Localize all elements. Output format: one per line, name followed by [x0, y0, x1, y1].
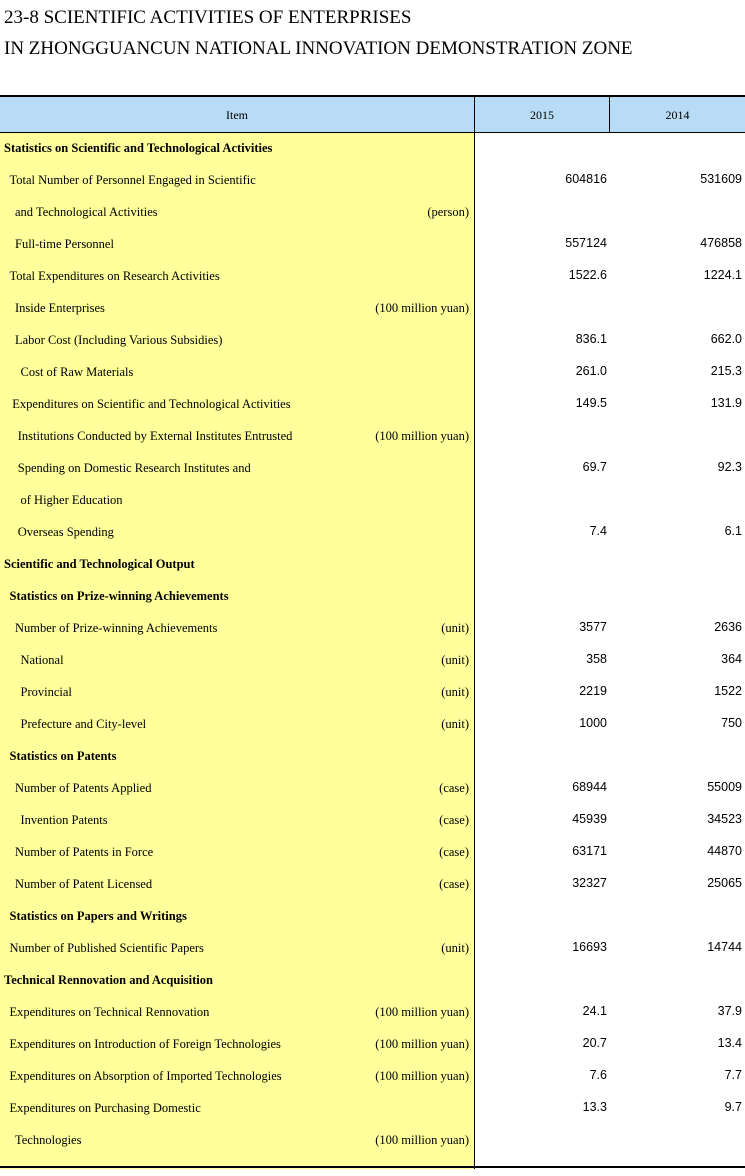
- row-unit: (100 million yuan): [375, 429, 469, 443]
- table-bottom-rule: [0, 1166, 745, 1168]
- value-2014: 25065: [707, 876, 742, 890]
- value-2014: 750: [721, 716, 742, 730]
- table-title-line-1: 23-8 SCIENTIFIC ACTIVITIES OF ENTERPRISES: [4, 7, 412, 28]
- row-unit: (unit): [441, 717, 469, 731]
- value-2014: 476858: [700, 236, 742, 250]
- row-label: Spending on Domestic Research Institutes and: [17, 461, 251, 475]
- table-row: [0, 997, 745, 1029]
- value-2014: 131.9: [710, 396, 742, 410]
- value-2015: 149.5: [575, 396, 607, 410]
- row-label: Technologies: [15, 1133, 82, 1147]
- value-2014: 92.3: [717, 460, 742, 474]
- table-row: [0, 165, 745, 197]
- table-row: [0, 1029, 745, 1061]
- row-label: Expenditures on Absorption of Imported Technologies: [9, 1069, 282, 1083]
- row-label: Number of Prize-winning Achievements: [15, 621, 218, 635]
- table-row: [0, 357, 745, 389]
- row-label: Expenditures on Introduction of Foreign Technologies: [9, 1037, 281, 1051]
- row-label: National: [20, 653, 64, 667]
- value-2015: 24.1: [582, 1004, 607, 1018]
- row-unit: (100 million yuan): [375, 301, 469, 315]
- row-unit: (case): [439, 877, 469, 891]
- table-row: [0, 389, 745, 421]
- header-2014: 2014: [665, 108, 690, 122]
- row-label: Full-time Personnel: [15, 237, 114, 251]
- value-2015: 7.4: [589, 524, 607, 538]
- table-title-line-2: IN ZHONGGUANCUN NATIONAL INNOVATION DEMONSTRATION ZONE: [4, 38, 633, 59]
- table-row: [0, 613, 745, 645]
- row-label: Technical Rennovation and Acquisition: [4, 973, 213, 987]
- value-2014: 662.0: [710, 332, 742, 346]
- row-label: Invention Patents: [20, 813, 108, 827]
- value-2015: 7.6: [589, 1068, 607, 1082]
- value-2014: 215.3: [710, 364, 742, 378]
- row-unit: (person): [427, 205, 469, 219]
- value-2014: 13.4: [717, 1036, 742, 1050]
- row-label: and Technological Activities: [15, 205, 158, 219]
- row-label: Expenditures on Technical Rennovation: [9, 1005, 210, 1019]
- table-row: [0, 837, 745, 869]
- row-unit: (100 million yuan): [375, 1069, 469, 1083]
- table-row: [0, 1093, 745, 1125]
- value-2014: 55009: [707, 780, 742, 794]
- value-2015: 20.7: [582, 1036, 607, 1050]
- row-label: Total Expenditures on Research Activities: [9, 269, 220, 283]
- row-unit: (unit): [441, 941, 469, 955]
- row-label: Number of Published Scientific Papers: [9, 941, 204, 955]
- row-unit: (unit): [441, 685, 469, 699]
- value-2015: 836.1: [575, 332, 607, 346]
- table-row: [0, 325, 745, 357]
- table-row: [0, 197, 745, 229]
- row-label: Expenditures on Scientific and Technological Activities: [12, 397, 291, 411]
- row-unit: (100 million yuan): [375, 1037, 469, 1051]
- row-label: Number of Patent Licensed: [15, 877, 153, 891]
- row-label: Number of Patents Applied: [15, 781, 152, 795]
- table-row: [0, 965, 745, 997]
- row-label: Overseas Spending: [17, 525, 114, 539]
- row-label: Statistics on Patents: [9, 749, 117, 763]
- value-2015: 68944: [572, 780, 607, 794]
- value-2014: 1522: [714, 684, 742, 698]
- row-unit: (100 million yuan): [375, 1133, 469, 1147]
- table-row: [0, 229, 745, 261]
- row-label: Expenditures on Purchasing Domestic: [9, 1101, 201, 1115]
- table-row: [0, 869, 745, 901]
- row-label: Scientific and Technological Output: [4, 557, 195, 571]
- row-unit: (100 million yuan): [375, 1005, 469, 1019]
- row-label: Statistics on Papers and Writings: [9, 909, 187, 923]
- row-unit: (unit): [441, 653, 469, 667]
- value-2014: 6.1: [724, 524, 742, 538]
- row-label: Prefecture and City-level: [20, 717, 147, 731]
- table-row: [0, 517, 745, 549]
- value-2014: 9.7: [724, 1100, 742, 1114]
- table-row: [0, 1125, 745, 1157]
- table-header: [0, 95, 745, 133]
- value-2014: 44870: [707, 844, 742, 858]
- row-label: Inside Enterprises: [15, 301, 105, 315]
- row-label: Cost of Raw Materials: [20, 365, 134, 379]
- value-2015: 3577: [579, 620, 607, 634]
- row-label: Statistics on Prize-winning Achievements: [9, 589, 229, 603]
- row-label: Statistics on Scientific and Technological Activities: [4, 141, 273, 155]
- value-2015: 358: [586, 652, 607, 666]
- table-row: [0, 261, 745, 293]
- row-unit: (case): [439, 845, 469, 859]
- table-row: [0, 805, 745, 837]
- value-2015: 261.0: [575, 364, 607, 378]
- row-label: Total Number of Personnel Engaged in Scientific: [9, 173, 256, 187]
- table-row: [0, 645, 745, 677]
- value-2015: 557124: [565, 236, 607, 250]
- value-2015: 604816: [565, 172, 607, 186]
- table-row: [0, 677, 745, 709]
- value-2015: 2219: [579, 684, 607, 698]
- value-2015: 45939: [572, 812, 607, 826]
- header-2015: 2015: [475, 97, 610, 133]
- value-2014: 364: [721, 652, 742, 666]
- value-2014: 14744: [707, 940, 742, 954]
- table-row: [0, 581, 745, 613]
- row-label: Number of Patents in Force: [15, 845, 154, 859]
- header-item: Item: [0, 97, 475, 133]
- row-label: Labor Cost (Including Various Subsidies): [15, 333, 223, 347]
- value-2014: 2636: [714, 620, 742, 634]
- table-row: [0, 293, 745, 325]
- value-2015: 69.7: [582, 460, 607, 474]
- row-unit: (unit): [441, 621, 469, 635]
- value-2015: 13.3: [582, 1100, 607, 1114]
- table-row: [0, 485, 745, 517]
- table-row: [0, 453, 745, 485]
- value-2015: 1522.6: [568, 268, 607, 282]
- value-2015: 16693: [572, 940, 607, 954]
- row-label: Institutions Conducted by External Institutes Entrusted: [17, 429, 293, 443]
- table-row: [0, 1061, 745, 1093]
- table-row: [0, 549, 745, 581]
- table-row: [0, 901, 745, 933]
- value-2014: 37.9: [717, 1004, 742, 1018]
- value-2014: 531609: [700, 172, 742, 186]
- value-2015: 1000: [579, 716, 607, 730]
- table-row: [0, 741, 745, 773]
- value-2014: 1224.1: [703, 268, 742, 282]
- table-row: [0, 421, 745, 453]
- table-row: [0, 933, 745, 965]
- row-label: of Higher Education: [20, 493, 123, 507]
- value-2014: 34523: [707, 812, 742, 826]
- table-row: [0, 709, 745, 741]
- row-unit: (case): [439, 813, 469, 827]
- row-unit: (case): [439, 781, 469, 795]
- row-label: Provincial: [20, 685, 72, 699]
- table-row: [0, 133, 745, 165]
- value-2014: 7.7: [724, 1068, 742, 1082]
- table-row: [0, 773, 745, 805]
- value-2015: 63171: [572, 844, 607, 858]
- value-2015: 32327: [572, 876, 607, 890]
